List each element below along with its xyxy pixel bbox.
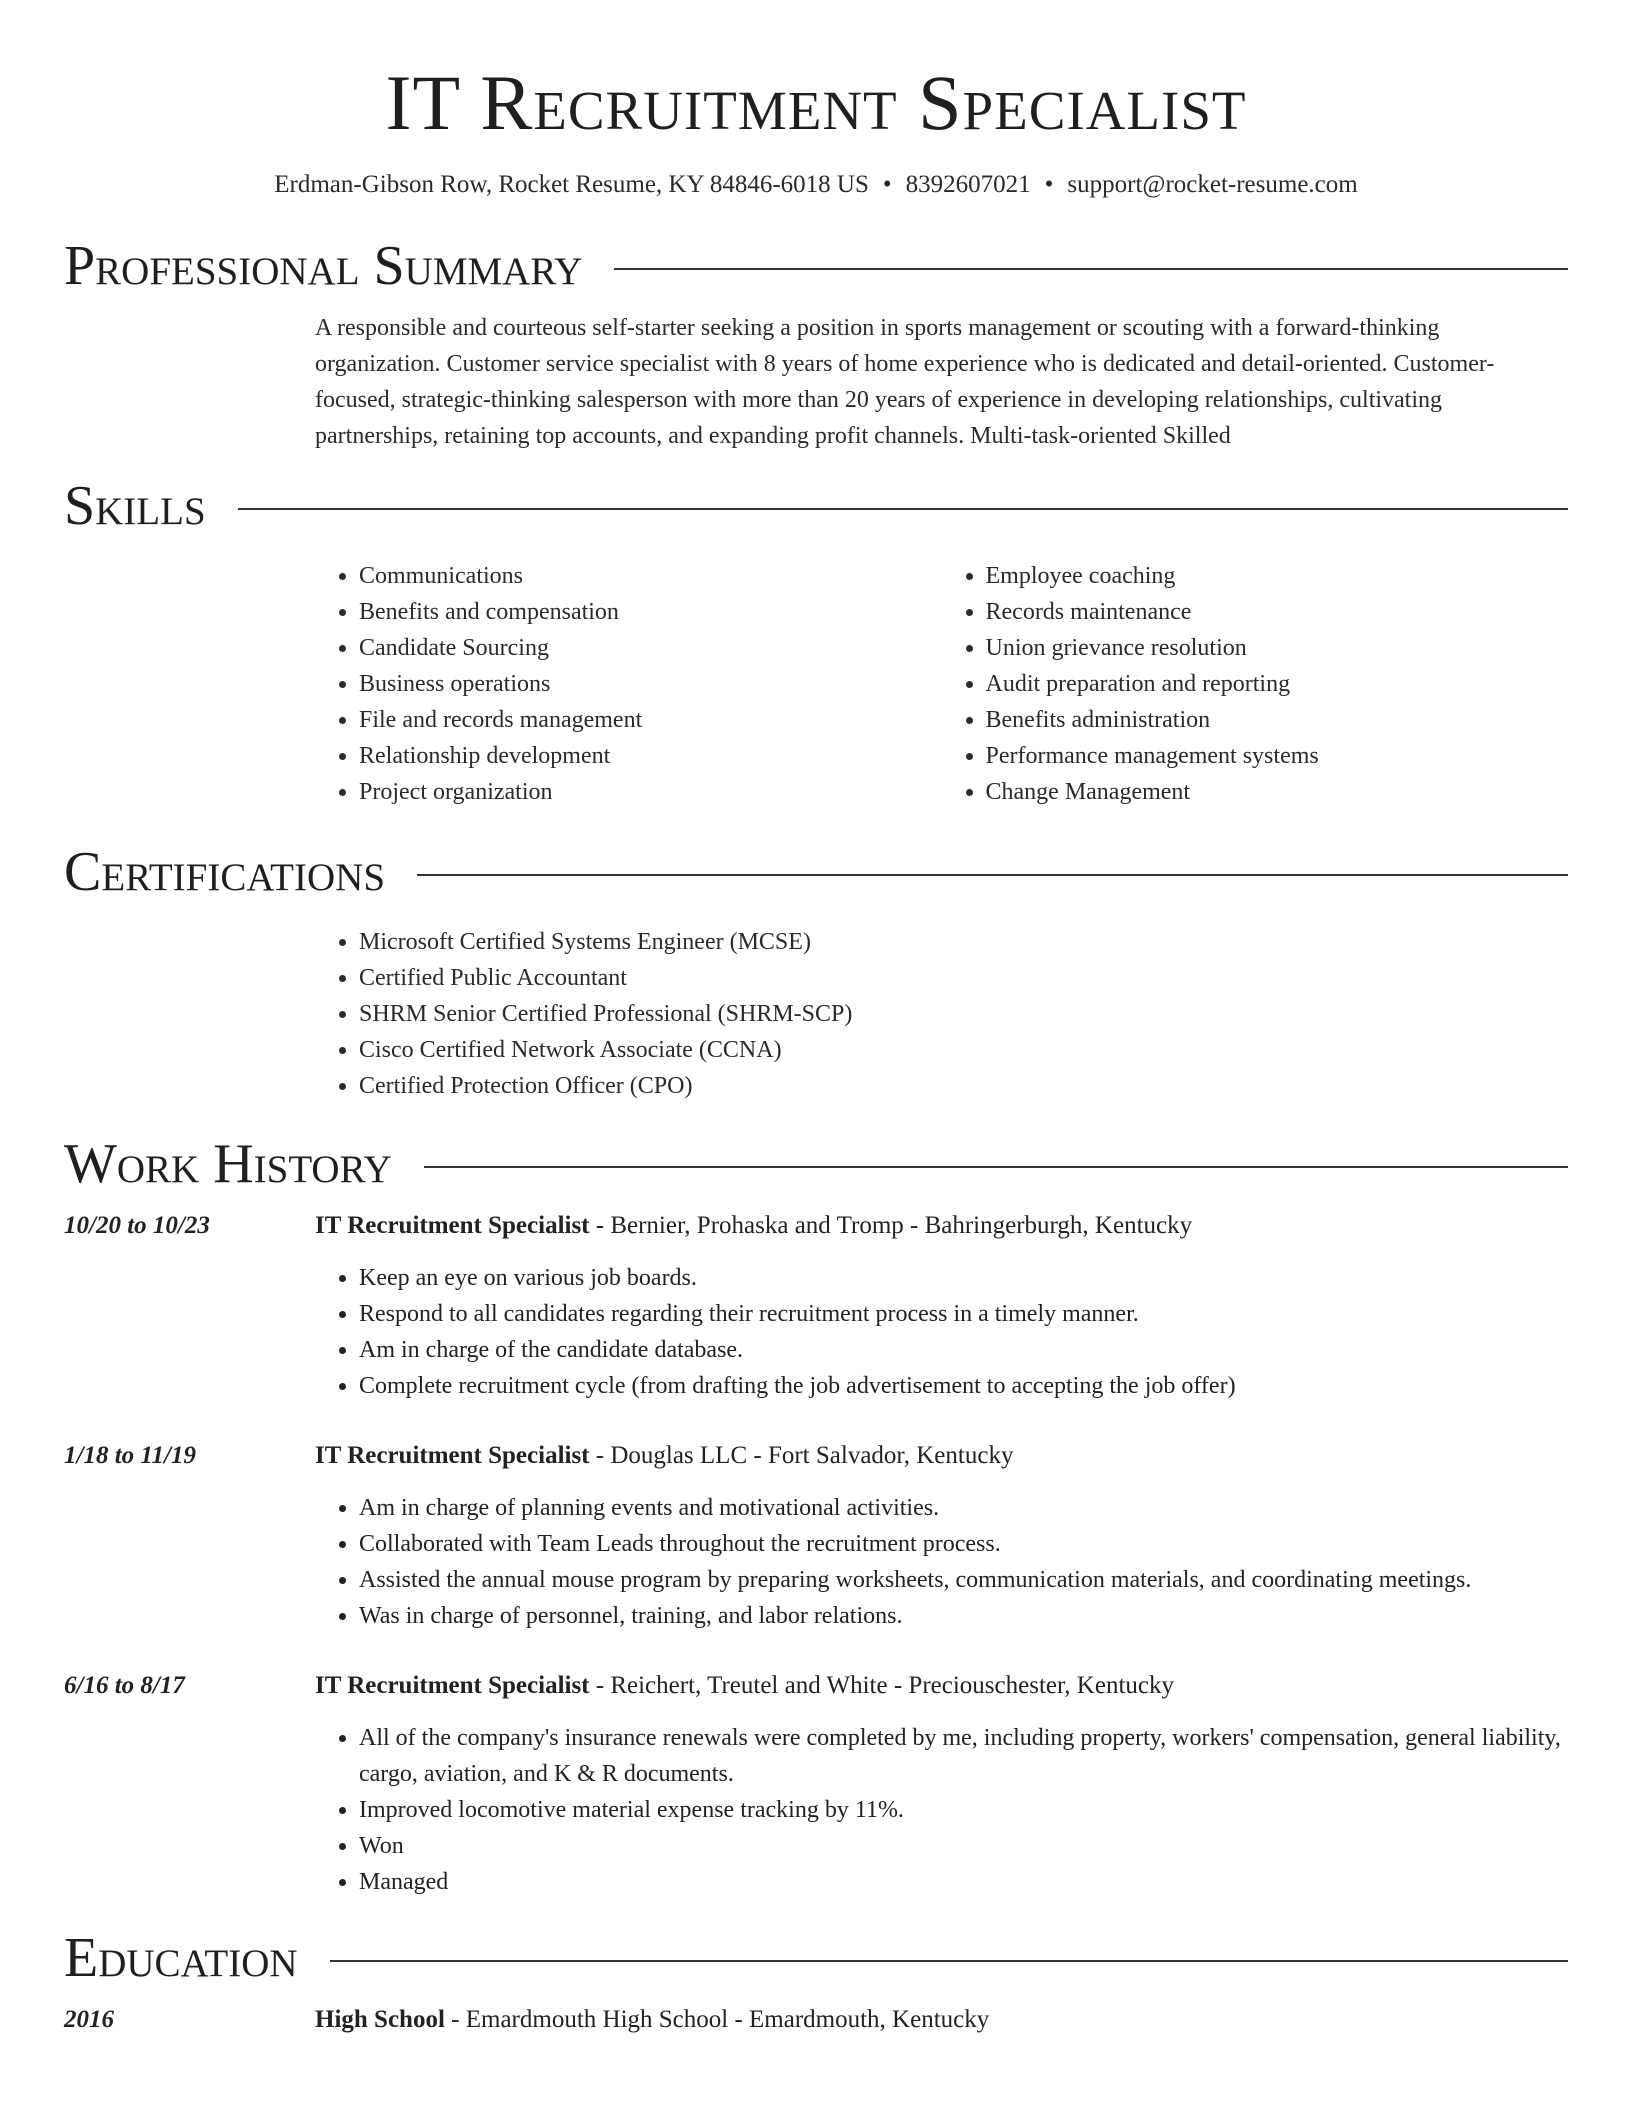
summary-text: A responsible and courteous self-starter seeking a position in sports management or scouting with a forward-thinking organization. Customer service specialist with 8 years of home experience who is dedicated and detail-oriented. Customer-focused, strategic-thinking salesperson with more than 20 years of experience in developing relationships, cultivating partnerships, retaining top accounts, and expanding profit channels. Multi-task-oriented Skilled <box>315 315 1495 449</box>
work-dates: 10/20 to 10/23 <box>64 1212 210 1239</box>
work-entry-header <box>64 1668 1568 1704</box>
skills-list-left <box>315 558 942 810</box>
skill-item: • File and records management <box>359 702 942 738</box>
section-title-summary: Professional Summary <box>64 235 583 297</box>
work-bullet: • Am in charge of the candidate database. <box>359 1332 1568 1368</box>
section-divider <box>238 508 1568 510</box>
skills-grid <box>315 558 1568 810</box>
skill-item: • Candidate Sourcing <box>359 630 942 666</box>
work-company: - Douglas LLC - Fort Salvador, Kentucky <box>589 1442 1014 1469</box>
education-entry <box>64 2002 1568 2038</box>
work-entry <box>64 1208 1568 1404</box>
section-title-certifications: Certifications <box>64 841 386 903</box>
contact-email: support@rocket-resume.com <box>1067 171 1358 198</box>
work-bullet: • Respond to all candidates regarding their recruitment process in a timely manner. <box>359 1296 1568 1332</box>
work-bullets <box>315 1490 1568 1634</box>
work-company: - Bernier, Prohaska and Tromp - Bahringerburgh, Kentucky <box>589 1212 1193 1239</box>
section-header-summary <box>64 236 1568 296</box>
skill-item: • Records maintenance <box>986 594 1569 630</box>
work-bullet: • Improved locomotive material expense tracking by 11%. <box>359 1792 1568 1828</box>
work-title-line <box>315 1668 1174 1704</box>
section-title-education: Education <box>64 1927 298 1989</box>
section-divider <box>614 268 1568 270</box>
section-divider <box>417 874 1568 876</box>
contact-line <box>64 170 1568 200</box>
work-bullets <box>315 1260 1568 1404</box>
education-degree: High School <box>315 2006 445 2033</box>
section-divider <box>330 1960 1568 1962</box>
work-title: IT Recruitment Specialist <box>315 1212 590 1239</box>
certification-item: • Microsoft Certified Systems Engineer (MCSE) <box>359 924 1568 960</box>
skill-item: • Benefits administration <box>986 702 1569 738</box>
certification-item: • Certified Protection Officer (CPO) <box>359 1068 1568 1104</box>
work-dates: 6/16 to 8/17 <box>64 1672 185 1699</box>
section-title-skills: Skills <box>64 475 206 537</box>
contact-separator: • <box>882 171 892 198</box>
section-header-certifications <box>64 842 1568 902</box>
work-company: - Reichert, Treutel and White - Preciouschester, Kentucky <box>589 1672 1175 1699</box>
section-divider <box>424 1166 1568 1168</box>
certification-item: • Cisco Certified Network Associate (CCNA) <box>359 1032 1568 1068</box>
work-bullet: • Keep an eye on various job boards. <box>359 1260 1568 1296</box>
skill-item: • Performance management systems <box>986 738 1569 774</box>
work-entry <box>64 1668 1568 1900</box>
skill-item: • Business operations <box>359 666 942 702</box>
education-year: 2016 <box>64 2006 114 2033</box>
skill-item: • Communications <box>359 558 942 594</box>
work-bullet: • Collaborated with Team Leads throughout the recruitment process. <box>359 1526 1568 1562</box>
work-entry <box>64 1438 1568 1634</box>
education-school: - Emardmouth High School - Emardmouth, Kentucky <box>444 2006 990 2033</box>
work-title: IT Recruitment Specialist <box>315 1442 590 1469</box>
work-title-line <box>315 1438 1013 1474</box>
work-bullet: • Assisted the annual mouse program by preparing worksheets, communication materials, and coordinating meetings. <box>359 1562 1568 1598</box>
work-bullet-list <box>315 1490 1568 1634</box>
work-entry-header <box>64 1208 1568 1244</box>
work-bullet: • Was in charge of personnel, training, and labor relations. <box>359 1598 1568 1634</box>
work-bullet-list <box>315 1720 1568 1900</box>
skill-item: • Relationship development <box>359 738 942 774</box>
work-dates: 1/18 to 11/19 <box>64 1442 196 1469</box>
resume-page <box>64 0 1568 2038</box>
skill-item: • Union grievance resolution <box>986 630 1569 666</box>
work-bullet: • Am in charge of planning events and motivational activities. <box>359 1490 1568 1526</box>
section-header-work <box>64 1134 1568 1194</box>
certifications-block <box>315 924 1568 1104</box>
work-entry-header <box>64 1438 1568 1474</box>
skill-item: • Project organization <box>359 774 942 810</box>
work-bullet: • Complete recruitment cycle (from drafting the job advertisement to accepting the job offer) <box>359 1368 1568 1404</box>
contact-separator: • <box>1044 171 1054 198</box>
section-header-education <box>64 1928 1568 1988</box>
work-bullet: • Managed <box>359 1864 1568 1900</box>
certification-item: • SHRM Senior Certified Professional (SHRM-SCP) <box>359 996 1568 1032</box>
work-bullet-list <box>315 1260 1568 1404</box>
skill-item: • Audit preparation and reporting <box>986 666 1569 702</box>
skill-item: • Employee coaching <box>986 558 1569 594</box>
work-bullets <box>315 1720 1568 1900</box>
education-entry-header <box>64 2002 1568 2038</box>
certifications-list <box>315 924 1568 1104</box>
skills-list-right <box>942 558 1569 810</box>
contact-phone: 8392607021 <box>905 171 1031 198</box>
skill-item: • Change Management <box>986 774 1569 810</box>
work-bullet: • Won <box>359 1828 1568 1864</box>
education-title-line <box>315 2002 989 2038</box>
certification-item: • Certified Public Accountant <box>359 960 1568 996</box>
work-title: IT Recruitment Specialist <box>315 1672 590 1699</box>
work-title-line <box>315 1208 1192 1244</box>
skill-item: • Benefits and compensation <box>359 594 942 630</box>
work-bullet: • All of the company's insurance renewals were completed by me, including property, workers' compensation, general liability, cargo, aviation, and K & R documents. <box>359 1720 1568 1792</box>
section-title-work: Work History <box>64 1133 392 1195</box>
summary-block <box>315 310 1568 454</box>
contact-address: Erdman-Gibson Row, Rocket Resume, KY 84846-6018 US <box>274 171 869 198</box>
section-header-skills <box>64 476 1568 536</box>
resume-title: IT Recruitment Specialist <box>385 59 1247 146</box>
